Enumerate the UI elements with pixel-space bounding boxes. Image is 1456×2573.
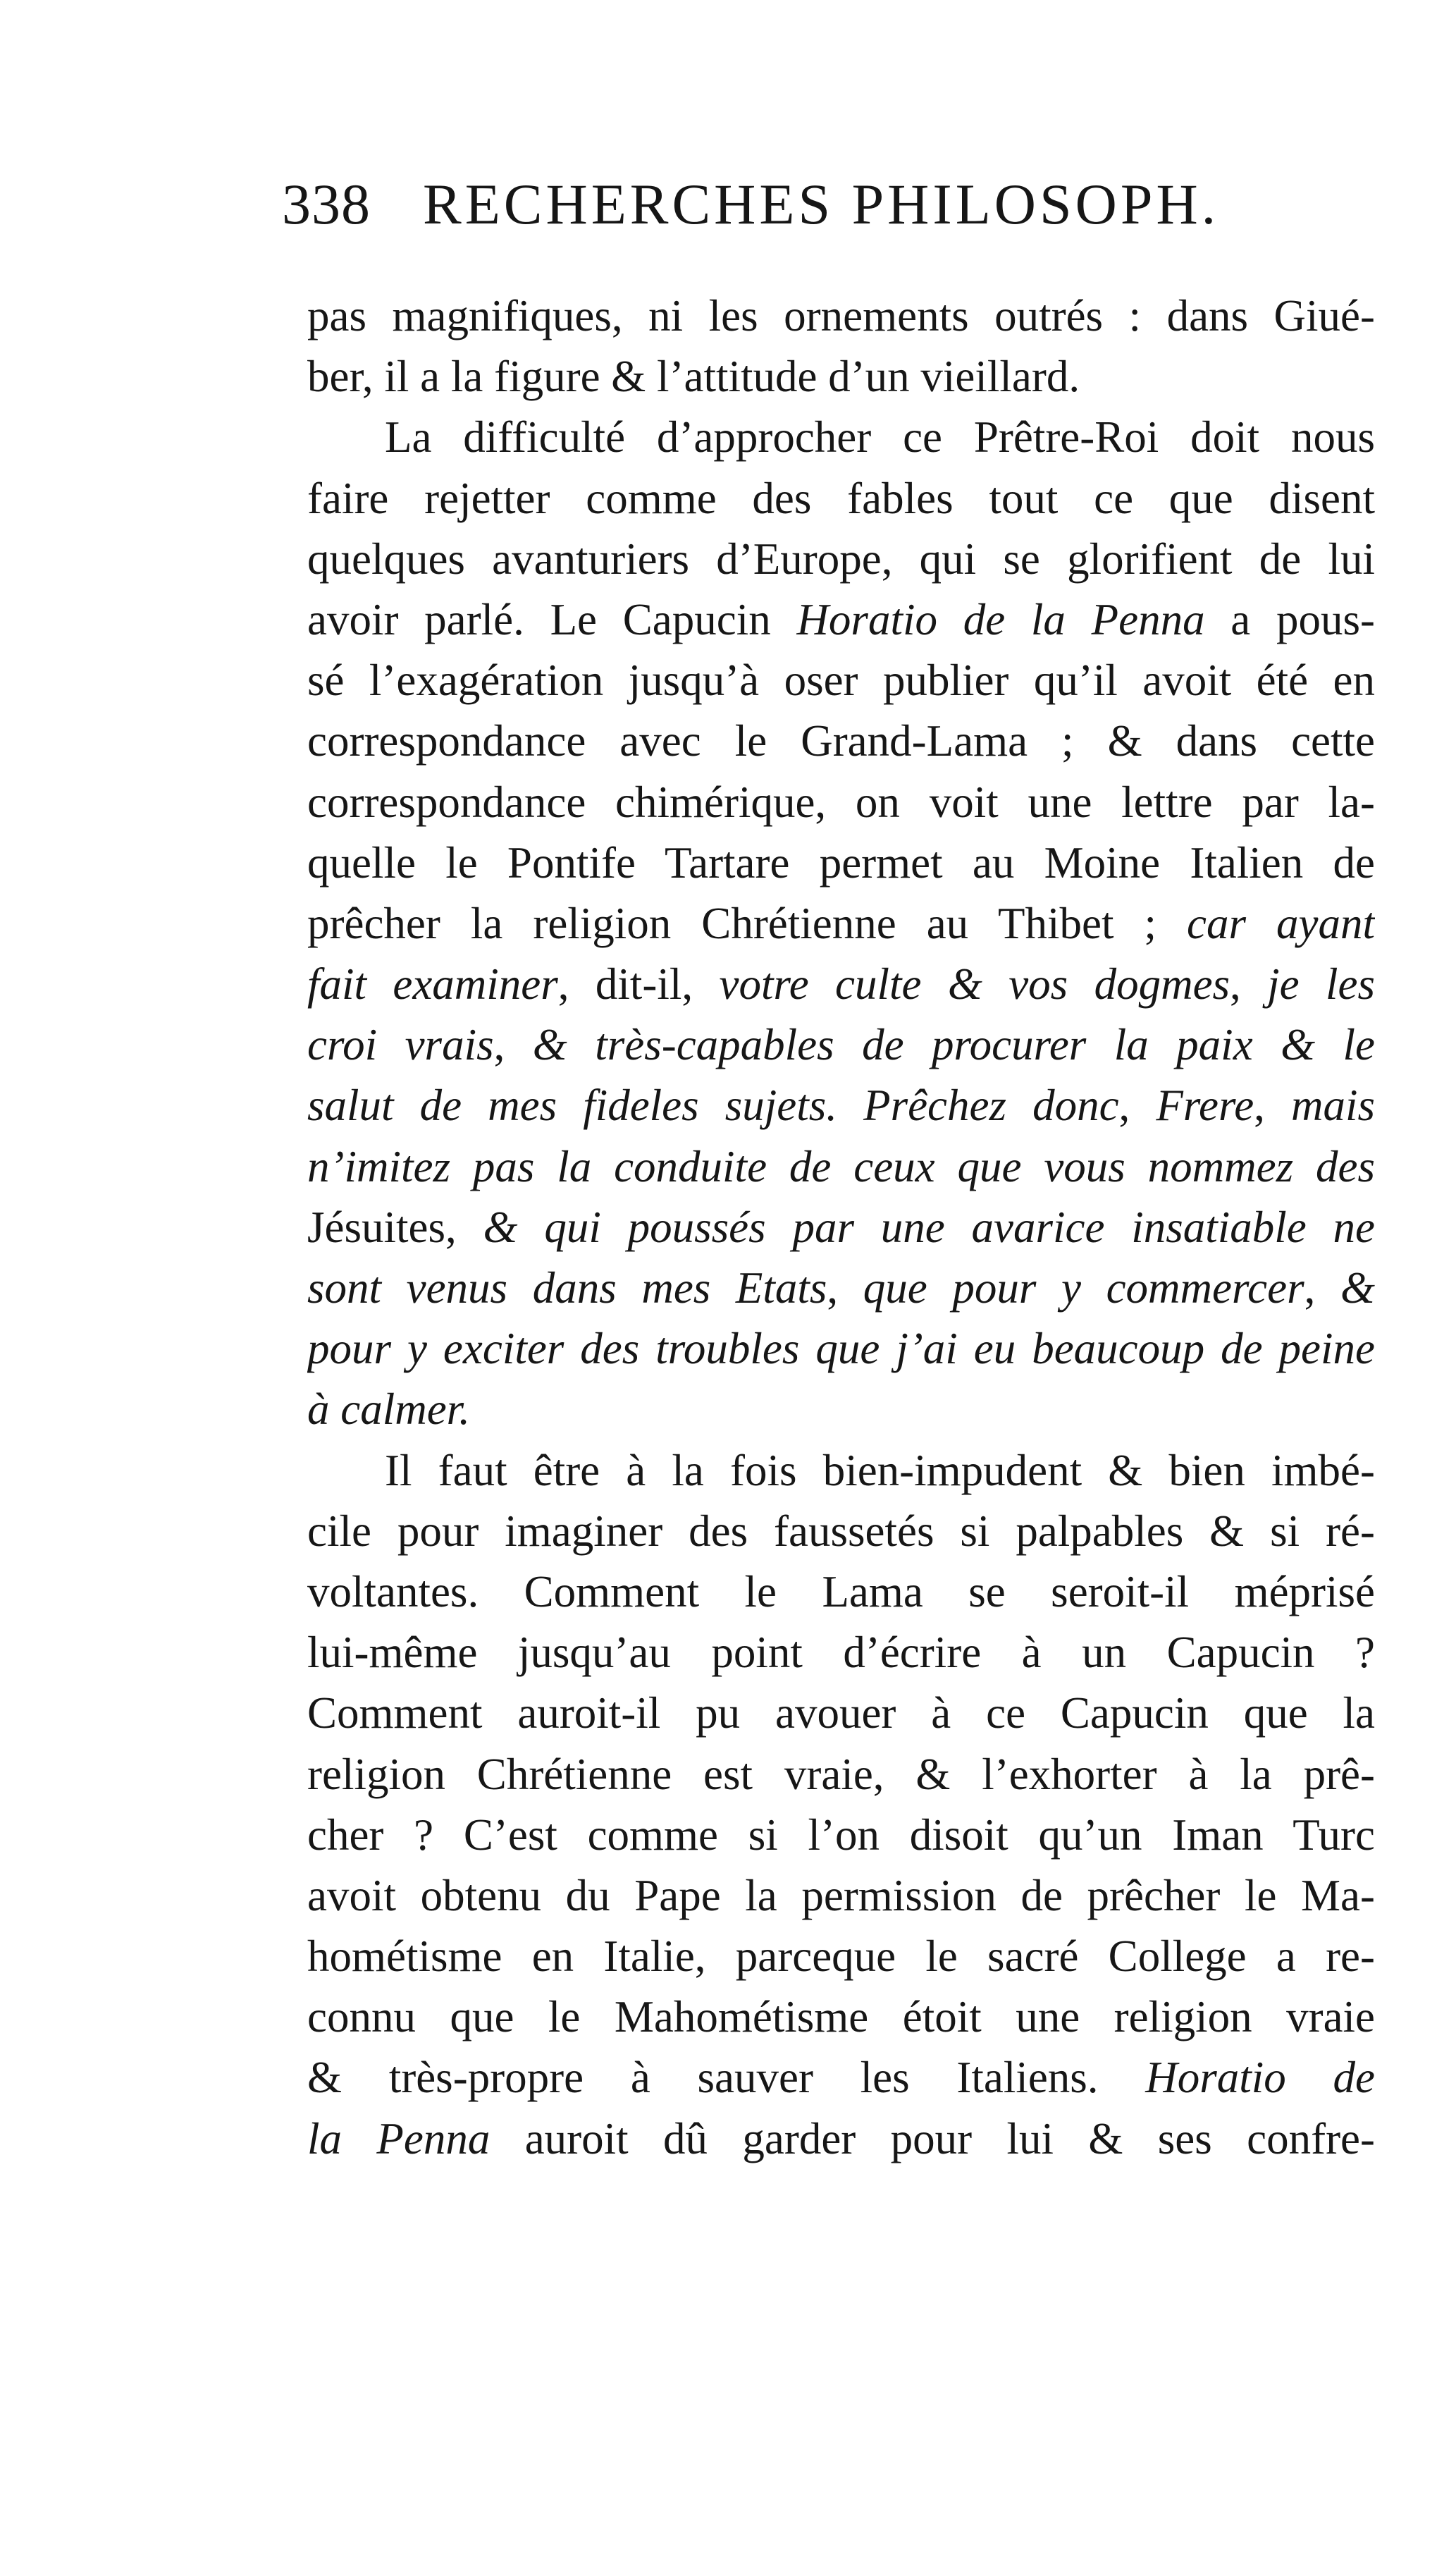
italic-text-segment: pour y exciter des troubles que j’ai eu beaucoup de peine bbox=[307, 1324, 1375, 1374]
text-line bbox=[307, 650, 1375, 711]
text-segment: correspondance chimérique, on voit une lettre par la- bbox=[307, 777, 1375, 827]
text-line bbox=[307, 1805, 1375, 1865]
italic-text-segment: à calmer. bbox=[307, 1384, 470, 1435]
text-segment: voltantes. Comment le Lama se seroit-il méprisé bbox=[307, 1566, 1375, 1616]
body-text bbox=[307, 285, 1375, 2169]
text-line bbox=[307, 407, 1375, 467]
text-segment: lui-même jusqu’au point d’écrire à un Capucin ? bbox=[307, 1628, 1375, 1678]
text-line bbox=[307, 1136, 1375, 1197]
italic-text-segment: & qui poussés par une avarice insatiable ne bbox=[483, 1202, 1375, 1252]
text-line bbox=[307, 833, 1375, 893]
running-title: RECHERCHES PHILOSOPH. bbox=[423, 172, 1220, 236]
text-segment: , bbox=[493, 1020, 533, 1070]
text-line bbox=[307, 1440, 1375, 1501]
text-line bbox=[307, 1744, 1375, 1805]
text-line bbox=[307, 1258, 1375, 1318]
italic-text-segment: la Penna bbox=[307, 2113, 491, 2163]
text-line bbox=[307, 893, 1375, 954]
page-header bbox=[282, 166, 1381, 243]
page-number: 338 bbox=[282, 172, 371, 236]
text-segment: , bbox=[1230, 959, 1268, 1009]
text-segment: , bbox=[1304, 1263, 1340, 1313]
text-segment: cher ? C’est comme si l’on disoit qu’un Iman Turc bbox=[307, 1810, 1375, 1860]
italic-text-segment: salut de mes fideles sujets. bbox=[307, 1081, 837, 1131]
text-line bbox=[307, 954, 1375, 1014]
text-segment: , bbox=[1254, 1081, 1292, 1131]
text-line bbox=[307, 1318, 1375, 1379]
text-line bbox=[307, 1379, 1375, 1439]
italic-text-segment: & très-capables de procurer la paix & le bbox=[532, 1020, 1375, 1070]
italic-text-segment: mais bbox=[1291, 1081, 1375, 1131]
text-segment: prêcher la religion Chrétienne au Thibet ; bbox=[307, 898, 1187, 948]
italic-text-segment: & bbox=[1340, 1263, 1375, 1313]
text-line bbox=[307, 1561, 1375, 1622]
text-line bbox=[307, 1926, 1375, 1986]
text-line bbox=[307, 2047, 1375, 2108]
italic-text-segment: fait examiner bbox=[307, 959, 558, 1009]
italic-text-segment: Horatio de la Penna bbox=[796, 594, 1205, 644]
text-segment: Jésuites, bbox=[307, 1202, 483, 1252]
text-segment: Comment auroit-il pu avouer à ce Capucin que la bbox=[307, 1688, 1375, 1738]
text-line bbox=[307, 285, 1375, 346]
text-segment: a pous- bbox=[1204, 594, 1375, 644]
text-segment: correspondance avec le Grand-Lama ; & dans cette bbox=[307, 716, 1375, 766]
text-line bbox=[307, 1075, 1375, 1136]
italic-text-segment: que pour y commercer bbox=[863, 1263, 1304, 1313]
text-segment: ber, il a la figure & l’attitude d’un vieillard. bbox=[307, 352, 1080, 402]
text-line bbox=[307, 1865, 1375, 1926]
text-segment: Il faut être à la fois bien-impudent & bien imbé- bbox=[385, 1445, 1375, 1495]
text-segment: cile pour imaginer des faussetés si palpables & si ré- bbox=[307, 1506, 1375, 1556]
text-segment: religion Chrétienne est vraie, & l’exhorter à la prê- bbox=[307, 1749, 1375, 1799]
text-line bbox=[307, 468, 1375, 529]
italic-text-segment: Prêchez donc bbox=[863, 1081, 1119, 1131]
text-segment: pas magnifiques, ni les ornements outrés : dans Giué- bbox=[307, 291, 1375, 340]
text-line bbox=[307, 711, 1375, 771]
text-line bbox=[307, 1622, 1375, 1683]
italic-text-segment: Horatio de bbox=[1145, 2053, 1375, 2103]
italic-text-segment: sont venus dans mes Etats bbox=[307, 1263, 827, 1313]
text-line bbox=[307, 1986, 1375, 2047]
text-segment: faire rejetter comme des fables tout ce que disent bbox=[307, 473, 1375, 523]
italic-text-segment: Frere bbox=[1156, 1081, 1254, 1131]
text-segment: avoit obtenu du Pape la permission de prêcher le Ma- bbox=[307, 1870, 1375, 1920]
text-segment: La difficulté d’approcher ce Prêtre-Roi doit nous bbox=[385, 412, 1375, 462]
text-segment: quelle le Pontife Tartare permet au Moine Italien de bbox=[307, 837, 1375, 888]
text-segment: avoir parlé. Le Capucin bbox=[307, 594, 797, 644]
text-line bbox=[307, 1014, 1375, 1075]
text-line bbox=[307, 1501, 1375, 1561]
text-segment: hométisme en Italie, parceque le sacré College a re- bbox=[307, 1932, 1375, 1982]
text-segment: quelques avanturiers d’Europe, qui se glorifient de lui bbox=[307, 534, 1375, 584]
text-segment bbox=[837, 1081, 863, 1130]
text-segment: connu que le Mahométisme étoit une religion vraie bbox=[307, 1992, 1375, 2042]
italic-text-segment: croi vrais bbox=[307, 1020, 494, 1070]
italic-text-segment: car ayant bbox=[1187, 898, 1375, 948]
text-line bbox=[307, 772, 1375, 833]
text-segment: auroit dû garder pour lui & ses confre- bbox=[490, 2113, 1375, 2163]
italic-text-segment: je les bbox=[1267, 959, 1375, 1009]
text-line bbox=[307, 346, 1375, 407]
text-line bbox=[307, 589, 1375, 650]
text-line bbox=[307, 1197, 1375, 1258]
text-segment: , bbox=[827, 1263, 863, 1313]
text-line bbox=[307, 1683, 1375, 1743]
text-line bbox=[307, 529, 1375, 589]
italic-text-segment: votre culte & vos dogmes bbox=[719, 959, 1230, 1009]
text-segment: sé l’exagération jusqu’à oser publier qu’il avoit été en bbox=[307, 656, 1375, 706]
italic-text-segment: n’imitez pas la conduite de ceux que vous nommez des bbox=[307, 1141, 1375, 1191]
text-segment: , dit-il, bbox=[557, 959, 720, 1009]
text-segment: , bbox=[1118, 1081, 1156, 1131]
text-line bbox=[307, 2108, 1375, 2169]
text-segment: & très-propre à sauver les Italiens. bbox=[307, 2053, 1146, 2103]
